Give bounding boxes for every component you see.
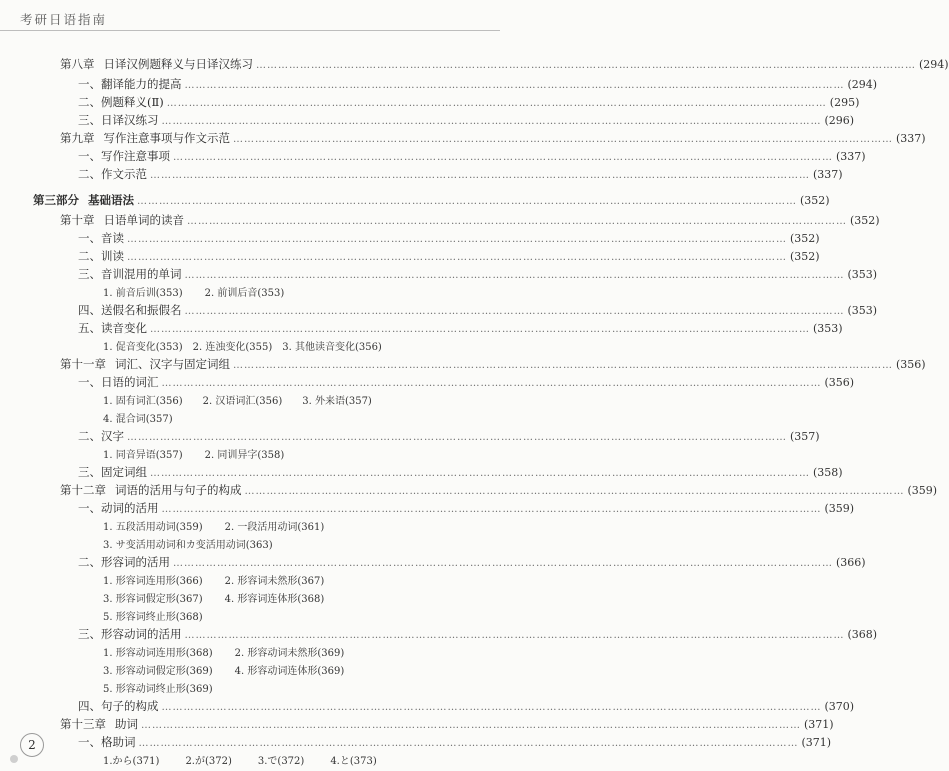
toc-page-number: (294) [919,58,949,71]
toc-title: 词语的活用与句子的构成 [115,483,242,497]
toc-title: 一、动词的活用 [78,501,159,515]
toc-title: 三、日译汉练习 [78,113,159,127]
toc-sub-entry: 1. 同音异语(357) [103,450,183,461]
toc-sub-entries [103,608,203,623]
toc-page-number: (371) [801,736,832,749]
toc-sub-entry: 2. 形容动词未然形(369) [234,648,345,659]
toc-page-number: (353) [813,322,843,335]
toc-title: 三、音训混用的单词 [78,267,182,281]
toc-page-number: (353) [847,268,878,281]
toc-title: 五、读音变化 [78,321,147,335]
toc-title: 二、作文示范 [78,167,147,181]
toc-leader-dots: ……………………………………………………………………………………………………………………………………………………………… [187,216,847,227]
toc-sub-entry: 4. 形容动词连体形(369) [234,666,345,677]
toc-leader-dots: ……………………………………………………………………………………………………………………………………………………………… [150,324,810,335]
toc-leader-dots: ……………………………………………………………………………………………………………………………………………………………… [150,468,810,479]
toc-number: 第十一章 [60,357,106,371]
toc-section[interactable] [78,428,820,444]
toc-sub-entries [103,680,213,695]
toc-sub-entry: 5. 形容词终止形(368) [103,612,203,623]
toc-sub-entry: 1. 前音后训(353) [103,288,183,299]
toc-sub-entry: 1. 形容动词连用形(368) [103,648,213,659]
toc-title: 二、形容词的活用 [78,555,170,569]
toc-title: 三、形容动词的活用 [78,627,182,641]
toc-title: 一、翻译能力的提高 [78,77,182,91]
toc-title: 一、写作注意事项 [78,149,170,163]
toc-leader-dots: ……………………………………………………………………………………………………………………………………………………………… [161,378,822,389]
toc-title: 词汇、汉字与固定词组 [115,357,230,371]
toc-sub-entry: 5. 形容动词终止形(369) [103,684,213,695]
toc-sub-entry: 2.が(372) [185,756,232,767]
toc-sub-entry: 3. 外来语(357) [302,396,372,407]
toc-page-number: (295) [829,96,860,109]
toc-sub-entries [103,752,377,767]
toc-title: 四、句子的构成 [78,699,159,713]
toc-leader-dots: ……………………………………………………………………………………………………………………………………………………………… [173,152,833,163]
toc-section[interactable] [78,230,820,246]
toc-title: 一、格助词 [78,735,136,749]
toc-part-heading[interactable] [33,192,830,208]
header-rule [0,30,500,31]
toc-sub-entry: 2. 连浊变化(355) [192,342,273,353]
toc-number: 第三部分 [33,193,79,207]
toc-title: 写作注意事项与作文示范 [103,131,230,145]
toc-chapter[interactable] [60,212,880,228]
toc-section[interactable] [78,698,855,714]
toc-leader-dots: ……………………………………………………………………………………………………………………………………………………………… [173,558,833,569]
toc-title: 日译汉例题释义与日译汉练习 [103,57,253,71]
toc-title: 二、汉字 [78,429,124,443]
toc-sub-entries [103,446,284,461]
toc-title: 日语单词的读音 [103,213,184,227]
toc-title: 二、例题释义(Ⅱ) [78,95,164,109]
toc-section[interactable] [78,500,855,516]
toc-number: 第八章 [60,57,95,71]
toc-page-number: (358) [813,466,843,479]
toc-sub-entry: 2. 汉语词汇(356) [202,396,283,407]
toc-sub-entries [103,410,173,425]
toc-sub-entries [103,392,372,407]
toc-sub-entry: 3. サ变活用动词和カ变活用动词(363) [103,540,273,551]
toc-page-number: (359) [907,484,938,497]
toc-section[interactable] [78,626,878,642]
toc-leader-dots: ……………………………………………………………………………………………………………………………………………………………… [161,116,822,127]
toc-leader-dots: ……………………………………………………………………………………………………………………………………………………………… [184,306,845,317]
toc-leader-dots: ……………………………………………………………………………………………………………………………………………………………… [137,196,797,207]
toc-chapter[interactable] [60,56,949,72]
toc-sub-entry: 2. 一段活用动词(361) [224,522,325,533]
toc-page-number: (352) [850,214,880,227]
toc-sub-entry: 4. 混合词(357) [103,414,173,425]
toc-sub-entries [103,536,273,551]
toc-sub-entry: 3. 形容词假定形(367) [103,594,203,605]
toc-title: 一、音读 [78,231,124,245]
toc-page-number: (352) [790,250,820,263]
toc-leader-dots: ……………………………………………………………………………………………………………………………………………………………… [127,252,787,263]
toc-chapter[interactable] [60,356,926,372]
toc-chapter[interactable] [60,716,834,732]
toc-leader-dots: ……………………………………………………………………………………………………………………………………………………………… [256,60,916,71]
toc-title: 助词 [115,717,138,731]
toc-sub-entry: 4. 形容词连体形(368) [224,594,325,605]
toc-page-number: (356) [896,358,926,371]
toc-sub-entries [103,662,344,677]
toc-sub-entry: 3. 形容动词假定形(369) [103,666,213,677]
toc-page-number: (337) [896,132,926,145]
toc-sub-entries [103,284,284,299]
toc-chapter[interactable] [60,130,926,146]
toc-leader-dots: ……………………………………………………………………………………………………………………………………………………………… [166,98,827,109]
toc-sub-entry: 4.と(373) [330,756,377,767]
toc-leader-dots: ……………………………………………………………………………………………………………………………………………………………… [138,738,799,749]
page-corner-dot [10,755,18,763]
toc-sub-entry: 1. 固有词汇(356) [103,396,183,407]
toc-leader-dots: ……………………………………………………………………………………………………………………………………………………………… [184,270,845,281]
toc-sub-entry: 1. 促音变化(353) [103,342,183,353]
toc-title: 一、日语的词汇 [78,375,159,389]
toc-sub-entry: 2. 同训异字(358) [204,450,285,461]
toc-number: 第十三章 [60,717,106,731]
toc-leader-dots: ……………………………………………………………………………………………………………………………………………………………… [233,360,893,371]
toc-title: 三、固定词组 [78,465,147,479]
toc-sub-entry: 3.で(372) [257,756,305,767]
toc-page-number: (370) [824,700,855,713]
toc-section[interactable] [78,76,878,92]
toc-number: 第十章 [60,213,95,227]
toc-sub-entries [103,338,382,353]
toc-section[interactable] [78,464,843,480]
toc-page-number: (337) [836,150,866,163]
toc-page-number: (296) [824,114,855,127]
toc-leader-dots: ……………………………………………………………………………………………………………………………………………………………… [244,486,905,497]
toc-section[interactable] [78,148,866,164]
toc-sub-entries [103,572,324,587]
toc-page-number: (357) [790,430,820,443]
toc-page-number: (294) [847,78,878,91]
toc-section[interactable] [78,112,855,128]
toc-sub-entry: 1. 形容词连用形(366) [103,576,203,587]
toc-sub-entry: 3. 其他读音变化(356) [282,342,382,353]
toc-leader-dots: ……………………………………………………………………………………………………………………………………………………………… [127,432,787,443]
toc-sub-entry: 1.から(371) [103,756,160,767]
toc-page-number: (352) [800,194,830,207]
toc-sub-entries [103,590,324,605]
toc-leader-dots: ……………………………………………………………………………………………………………………………………………………………… [141,720,801,731]
toc-sub-entry: 2. 形容词未然形(367) [224,576,325,587]
toc-section[interactable] [78,734,832,750]
toc-section[interactable] [78,320,843,336]
toc-page-number: (353) [847,304,878,317]
toc-leader-dots: ……………………………………………………………………………………………………………………………………………………………… [184,630,845,641]
page-number: 2 [20,733,44,757]
toc-section[interactable] [78,94,860,110]
toc-sub-entries [103,644,344,659]
toc-leader-dots: ……………………………………………………………………………………………………………………………………………………………… [233,134,893,145]
toc-leader-dots: ……………………………………………………………………………………………………………………………………………………………… [127,234,787,245]
toc-page-number: (356) [824,376,855,389]
toc-section[interactable] [78,248,820,264]
toc-leader-dots: ……………………………………………………………………………………………………………………………………………………………… [184,80,845,91]
toc-sub-entry: 1. 五段活用动词(359) [103,522,203,533]
toc-section[interactable] [78,554,866,570]
toc-page-number: (366) [836,556,866,569]
toc-number: 第九章 [60,131,95,145]
toc-title: 基础语法 [88,193,134,207]
toc-section[interactable] [78,374,855,390]
toc-section[interactable] [78,302,878,318]
toc-title: 二、训读 [78,249,124,263]
toc-leader-dots: ……………………………………………………………………………………………………………………………………………………………… [161,702,822,713]
toc-number: 第十二章 [60,483,106,497]
toc-leader-dots: ……………………………………………………………………………………………………………………………………………………………… [161,504,822,515]
toc-page-number: (359) [824,502,855,515]
toc-page-number: (371) [804,718,834,731]
toc-page-number: (368) [847,628,878,641]
toc-sub-entry: 2. 前训后音(353) [204,288,285,299]
toc-section[interactable] [78,166,843,182]
toc-sub-entries [103,518,324,533]
toc-chapter[interactable] [60,482,938,498]
toc-page-number: (337) [813,168,843,181]
toc-leader-dots: ……………………………………………………………………………………………………………………………………………………………… [150,170,810,181]
toc-section[interactable] [78,266,878,282]
toc-page-number: (352) [790,232,820,245]
toc-title: 四、送假名和振假名 [78,303,182,317]
running-header: 考研日语指南 [20,12,108,27]
